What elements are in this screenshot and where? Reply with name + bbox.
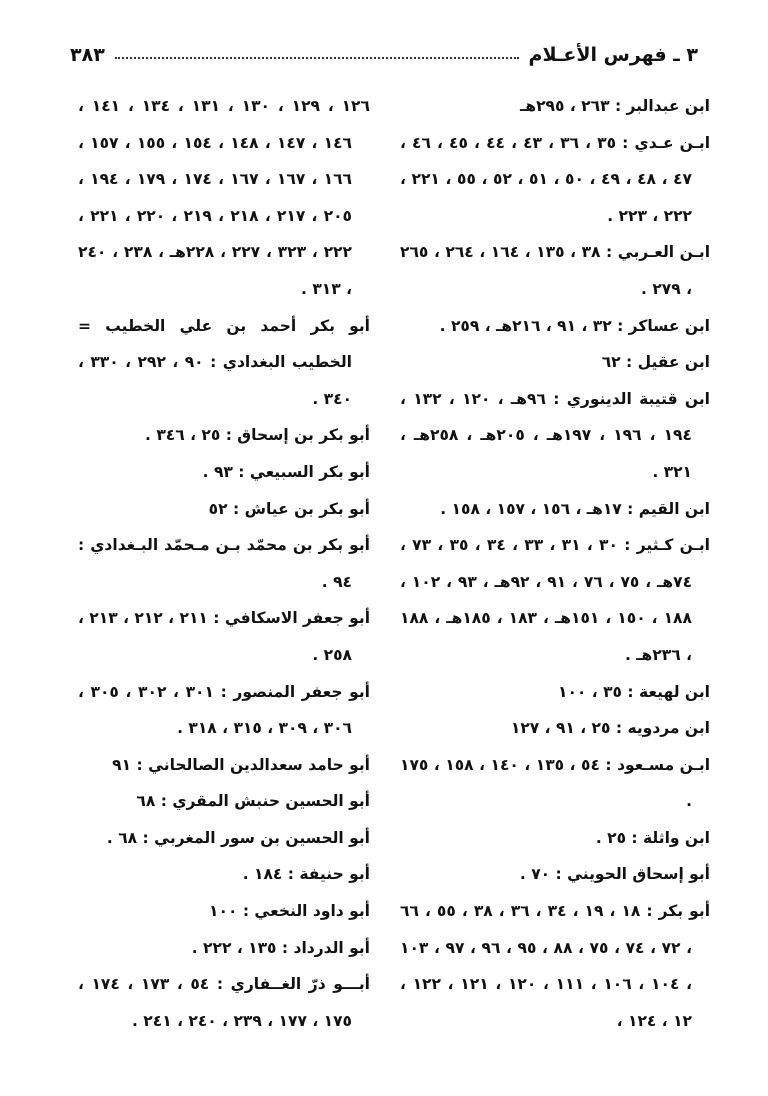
index-entry: أبو جعفر الاسكافي : ٢١١ ، ٢١٢ ، ٢١٣ ، ٢٥٨ . <box>78 609 371 664</box>
index-entry: ابـن مسـعود : ٥٤ ، ١٣٥ ، ١٤٠ ، ١٥٨ ، ١٧٥ . <box>400 755 711 811</box>
index-entry: ابـن كـثير : ٣٠ ، ٣١ ، ٣٣ ، ٣٤ ، ٣٥ ، ٧٣ ، ٧٤هـ ، ٧٥ ، ٧٦ ، ٩١ ، ٩٢هـ ، ٩٣ ، ١٠٢ ، ١٨٨ ، ١٥٠ ، ١٥١هـ ، ١٨٣ ، ١٨٥هـ ، ١٨٨ ، ٢٣٦هـ . <box>400 536 710 664</box>
index-entry: ابـن العـربي : ٣٨ ، ١٣٥ ، ١٦٤ ، ٢٦٤ ، ٢٦٥ ، ٢٧٩ . <box>400 243 711 298</box>
index-entry: أبو بكر أحمد بن علي الخطيب = الخطيب البغدادي : ٩٠ ، ٢٩٢ ، ٣٣٠ ، ٣٤٠ . <box>78 316 370 408</box>
index-entry: أبو بكر السبيعي : ٩٣ . <box>202 462 370 481</box>
running-header <box>70 30 698 66</box>
index-entry: أبو بكر بن إسحاق : ٢٥ ، ٣٤٦ . <box>145 426 370 445</box>
index-column-left <box>78 88 370 1039</box>
index-entry: أبو جعفر المنصور : ٣٠١ ، ٣٠٢ ، ٣٠٥ ، ٣٠٦ ، ٣٠٩ ، ٣١٥ ، ٣١٨ . <box>78 682 370 738</box>
index-entry: ابن مردويه : ٢٥ ، ٩١ ، ١٢٧ <box>510 719 710 738</box>
index-entry: أبو الحسين حنبش المقري : ٦٨ <box>136 792 370 811</box>
index-entry: أبو بكر بن محمّد بـن مـحمّد البـغدادي : ٩٤ . <box>78 536 370 591</box>
index-entry: أبو حنيفة : ١٨٤ . <box>242 865 370 884</box>
index-entry: أبو الدرداد : ١٣٥ ، ٢٢٢ . <box>191 938 370 957</box>
index-entry: ابن القيم : ١٧هـ ، ١٥٦ ، ١٥٧ ، ١٥٨ . <box>440 499 710 518</box>
index-entry: أبو بكر : ١٨ ، ١٩ ، ٣٤ ، ٣٦ ، ٣٨ ، ٥٥ ، ٦٦ ، ٧٢ ، ٧٤ ، ٧٥ ، ٨٨ ، ٩٥ ، ٩٦ ، ٩٧ ، ١٠٣ ، ١٠٤ ، ١٠٦ ، ١١١ ، ١٢٠ ، ١٢١ ، ١٢٢ ، ١٢ ، ١٢٤ ، <box>400 902 711 1030</box>
index-entry: ابن لهيعة : ٣٥ ، ١٠٠ <box>558 682 710 701</box>
page-number: ٣٨٣ <box>70 44 105 66</box>
index-entry: أبـــو ذرّ الغــفاري : ٥٤ ، ١٧٣ ، ١٧٤ ، ١٧٥ ، ١٧٧ ، ٢٣٩ ، ٢٤٠ ، ٢٤١ . <box>78 975 370 1030</box>
index-entry: ابن عبدالبر : ٢٦٣ ، ٢٩٥هـ <box>520 97 710 115</box>
index-entry: ابن عساكر : ٣٢ ، ٩١ ، ٢١٦هـ ، ٢٥٩ . <box>439 316 710 335</box>
index-entry: أبو إسحاق الحويني : ٧٠ . <box>519 865 710 884</box>
leader-dots <box>115 57 519 59</box>
index-entry: ابن قتيبة الدينوري : ٩٦هـ ، ١٢٠ ، ١٣٢ ، ١٩٤ ، ١٩٦ ، ١٩٧هـ ، ٢٠٥هـ ، ٢٥٨هـ ، ٣٢١ . <box>400 389 710 481</box>
section-title: ٣ ـ فهرس الأعـلام <box>528 44 698 66</box>
index-entry: أبو داود النخعي : ١٠٠ <box>209 902 370 921</box>
index-entry-continued: ١٢٦ ، ١٢٩ ، ١٣٠ ، ١٣١ ، ١٣٤ ، ١٤١ ، ١٤٦ ، ١٤٧ ، ١٤٨ ، ١٥٤ ، ١٥٥ ، ١٥٧ ، ١٦٦ ، ١٦٧ ، ١٦٧ ، ١٧٤ ، ١٧٩ ، ١٩٤ ، ٢٠٥ ، ٢١٧ ، ٢١٨ ، ٢١٩ ، ٢٢٠ ، ٢٢١ ، ٢٢٢ ، ٣٢٣ ، ٢٢٧ ، ٢٢٨هـ ، ٢٣٨ ، ٢٤٠ ، ٣١٣ . <box>78 97 370 298</box>
index-entry: ابن واثلة : ٢٥ . <box>595 828 710 847</box>
index-entry: أبو حامد سعدالدين الصالحاني : ٩١ <box>112 755 370 774</box>
index-entry: أبو بكر بن عياش : ٥٢ <box>208 499 370 518</box>
index-column-right <box>400 88 710 1039</box>
index-entry: أبو الحسين بن سور المغربي : ٦٨ . <box>106 828 370 847</box>
index-entry: ابن عقيل : ٦٢ <box>601 353 710 372</box>
index-entry: ابـن عـدي : ٣٥ ، ٣٦ ، ٤٣ ، ٤٤ ، ٤٥ ، ٤٦ ، ٤٧ ، ٤٨ ، ٤٩ ، ٥٠ ، ٥١ ، ٥٢ ، ٥٥ ، ٢٢١ ، ٢٢٢ ، ٢٢٣ . <box>400 133 711 225</box>
